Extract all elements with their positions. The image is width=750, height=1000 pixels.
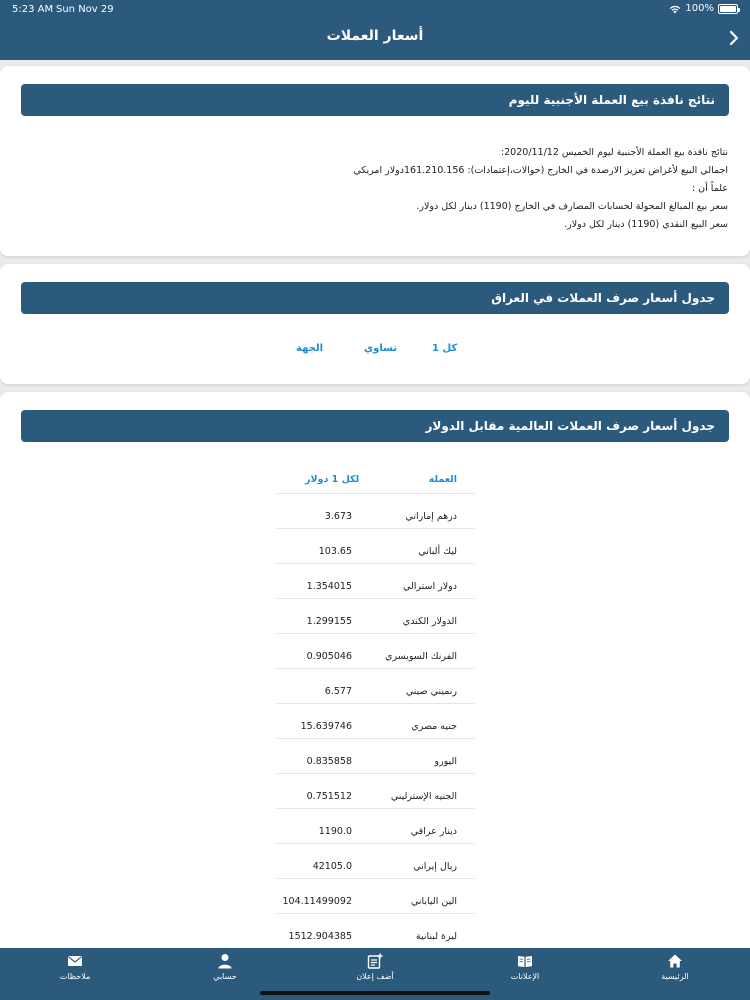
table-row — [276, 739, 475, 774]
home-indicator — [260, 991, 490, 995]
currency-name: الين الياباني — [410, 896, 457, 907]
world-card-heading: جدول أسعار صرف العملات العالمية مقابل الدولار — [21, 410, 729, 442]
currency-name: جنيه مصري — [411, 721, 457, 732]
currency-name: دينار عراقي — [410, 826, 457, 837]
status-date: Sun Nov 29 — [56, 4, 114, 15]
status-bar — [0, 0, 750, 18]
app-header — [0, 0, 750, 60]
table-row — [276, 809, 475, 844]
wifi-icon — [669, 4, 681, 14]
news-card-heading: نتائج نافذة بيع العملة الأجنبية لليوم — [21, 84, 729, 116]
page-title: أسعار العملات — [326, 28, 424, 44]
rate-value: 1.354015 — [306, 581, 352, 592]
table-row — [276, 494, 475, 529]
currency-name: اليورو — [434, 756, 457, 767]
tab-notes[interactable] — [25, 953, 125, 981]
news-line: نتائج نافذة بيع العملة الأجنبية ليوم الخميس 2020/11/12: — [500, 147, 728, 158]
table-row — [276, 879, 475, 914]
table-header — [276, 464, 475, 494]
col-value-header: لكل 1 دولار — [305, 474, 360, 485]
tab-add-ad-label: أضف إعلان — [356, 972, 394, 981]
currency-name: الفرنك السويسري — [385, 651, 457, 662]
currency-name: درهم إماراتي — [405, 511, 457, 522]
user-icon — [217, 953, 233, 969]
tab-ads[interactable] — [475, 953, 575, 981]
tab-account[interactable] — [175, 953, 275, 981]
rates-table — [276, 464, 475, 949]
col-currency-header: العملة — [428, 474, 457, 485]
rate-value: 0.751512 — [306, 791, 352, 802]
table-row — [276, 704, 475, 739]
iraq-tabs — [0, 343, 750, 363]
home-icon — [667, 953, 683, 969]
table-row — [276, 564, 475, 599]
table-row — [276, 599, 475, 634]
table-row — [276, 914, 475, 949]
rate-value: 104.11499092 — [282, 896, 352, 907]
rate-value: 1512.904385 — [288, 931, 352, 942]
table-row — [276, 529, 475, 564]
rate-value: 1190.0 — [318, 826, 352, 837]
rate-value: 6.577 — [324, 686, 352, 697]
news-line: سعر البيع النقدي (1190) دينار لكل دولار. — [564, 219, 728, 230]
tab-equals[interactable]: تساوي — [364, 343, 398, 354]
rate-value: 15.639746 — [300, 721, 352, 732]
tab-notes-label: ملاحظات — [59, 972, 91, 981]
iraq-card-heading: جدول أسعار صرف العملات في العراق — [21, 282, 729, 314]
news-body — [28, 144, 728, 234]
mail-icon — [67, 953, 83, 969]
rate-value: 42105.0 — [312, 861, 352, 872]
rate-value: 3.673 — [324, 511, 352, 522]
tab-home[interactable] — [625, 953, 725, 981]
tab-add-ad[interactable] — [325, 953, 425, 981]
table-row — [276, 844, 475, 879]
news-line: سعر بيع المبالغ المحولة لحسابات المصارف في الخارج (1190) دينار لكل دولار. — [416, 201, 728, 212]
currency-name: الدولار الكندي — [402, 616, 457, 627]
iraq-rates-card — [0, 264, 750, 384]
currency-name: الجنيه الإسترليني — [390, 791, 457, 802]
rate-value: 0.905046 — [306, 651, 352, 662]
table-row — [276, 774, 475, 809]
rate-value: 0.835858 — [306, 756, 352, 767]
news-line: علماً أن : — [691, 183, 728, 194]
currency-name: ريال إيراني — [413, 861, 457, 872]
status-right — [669, 3, 738, 14]
battery-icon — [718, 4, 738, 14]
rate-value: 103.65 — [318, 546, 352, 557]
currency-name: ليرة لبنانية — [415, 931, 457, 942]
tab-home-label: الرئيسية — [661, 972, 689, 981]
add-note-icon — [367, 953, 383, 969]
tab-ads-label: الإعلانات — [510, 972, 540, 981]
status-time: 5:23 AM — [12, 4, 54, 15]
tab-per-one[interactable]: كل 1 — [432, 343, 458, 354]
news-line: اجمالي البيع لأغراض تعزيز الارصدة في الخارج (حوالات،إعتمادات): 161.210.156دولار امريكي — [353, 165, 728, 176]
tab-account-label: حسابي — [213, 972, 237, 981]
news-card — [0, 66, 750, 256]
currency-name: رنميني صيني — [405, 686, 457, 697]
battery-percent: 100% — [685, 3, 714, 14]
world-rates-card — [0, 392, 750, 992]
book-icon — [517, 953, 533, 969]
currency-name: دولار استرالي — [402, 581, 457, 592]
rate-value: 1.299155 — [306, 616, 352, 627]
currency-name: ليك ألباني — [418, 546, 457, 557]
table-row — [276, 634, 475, 669]
tab-source[interactable]: الجهة — [296, 343, 324, 354]
table-row — [276, 669, 475, 704]
